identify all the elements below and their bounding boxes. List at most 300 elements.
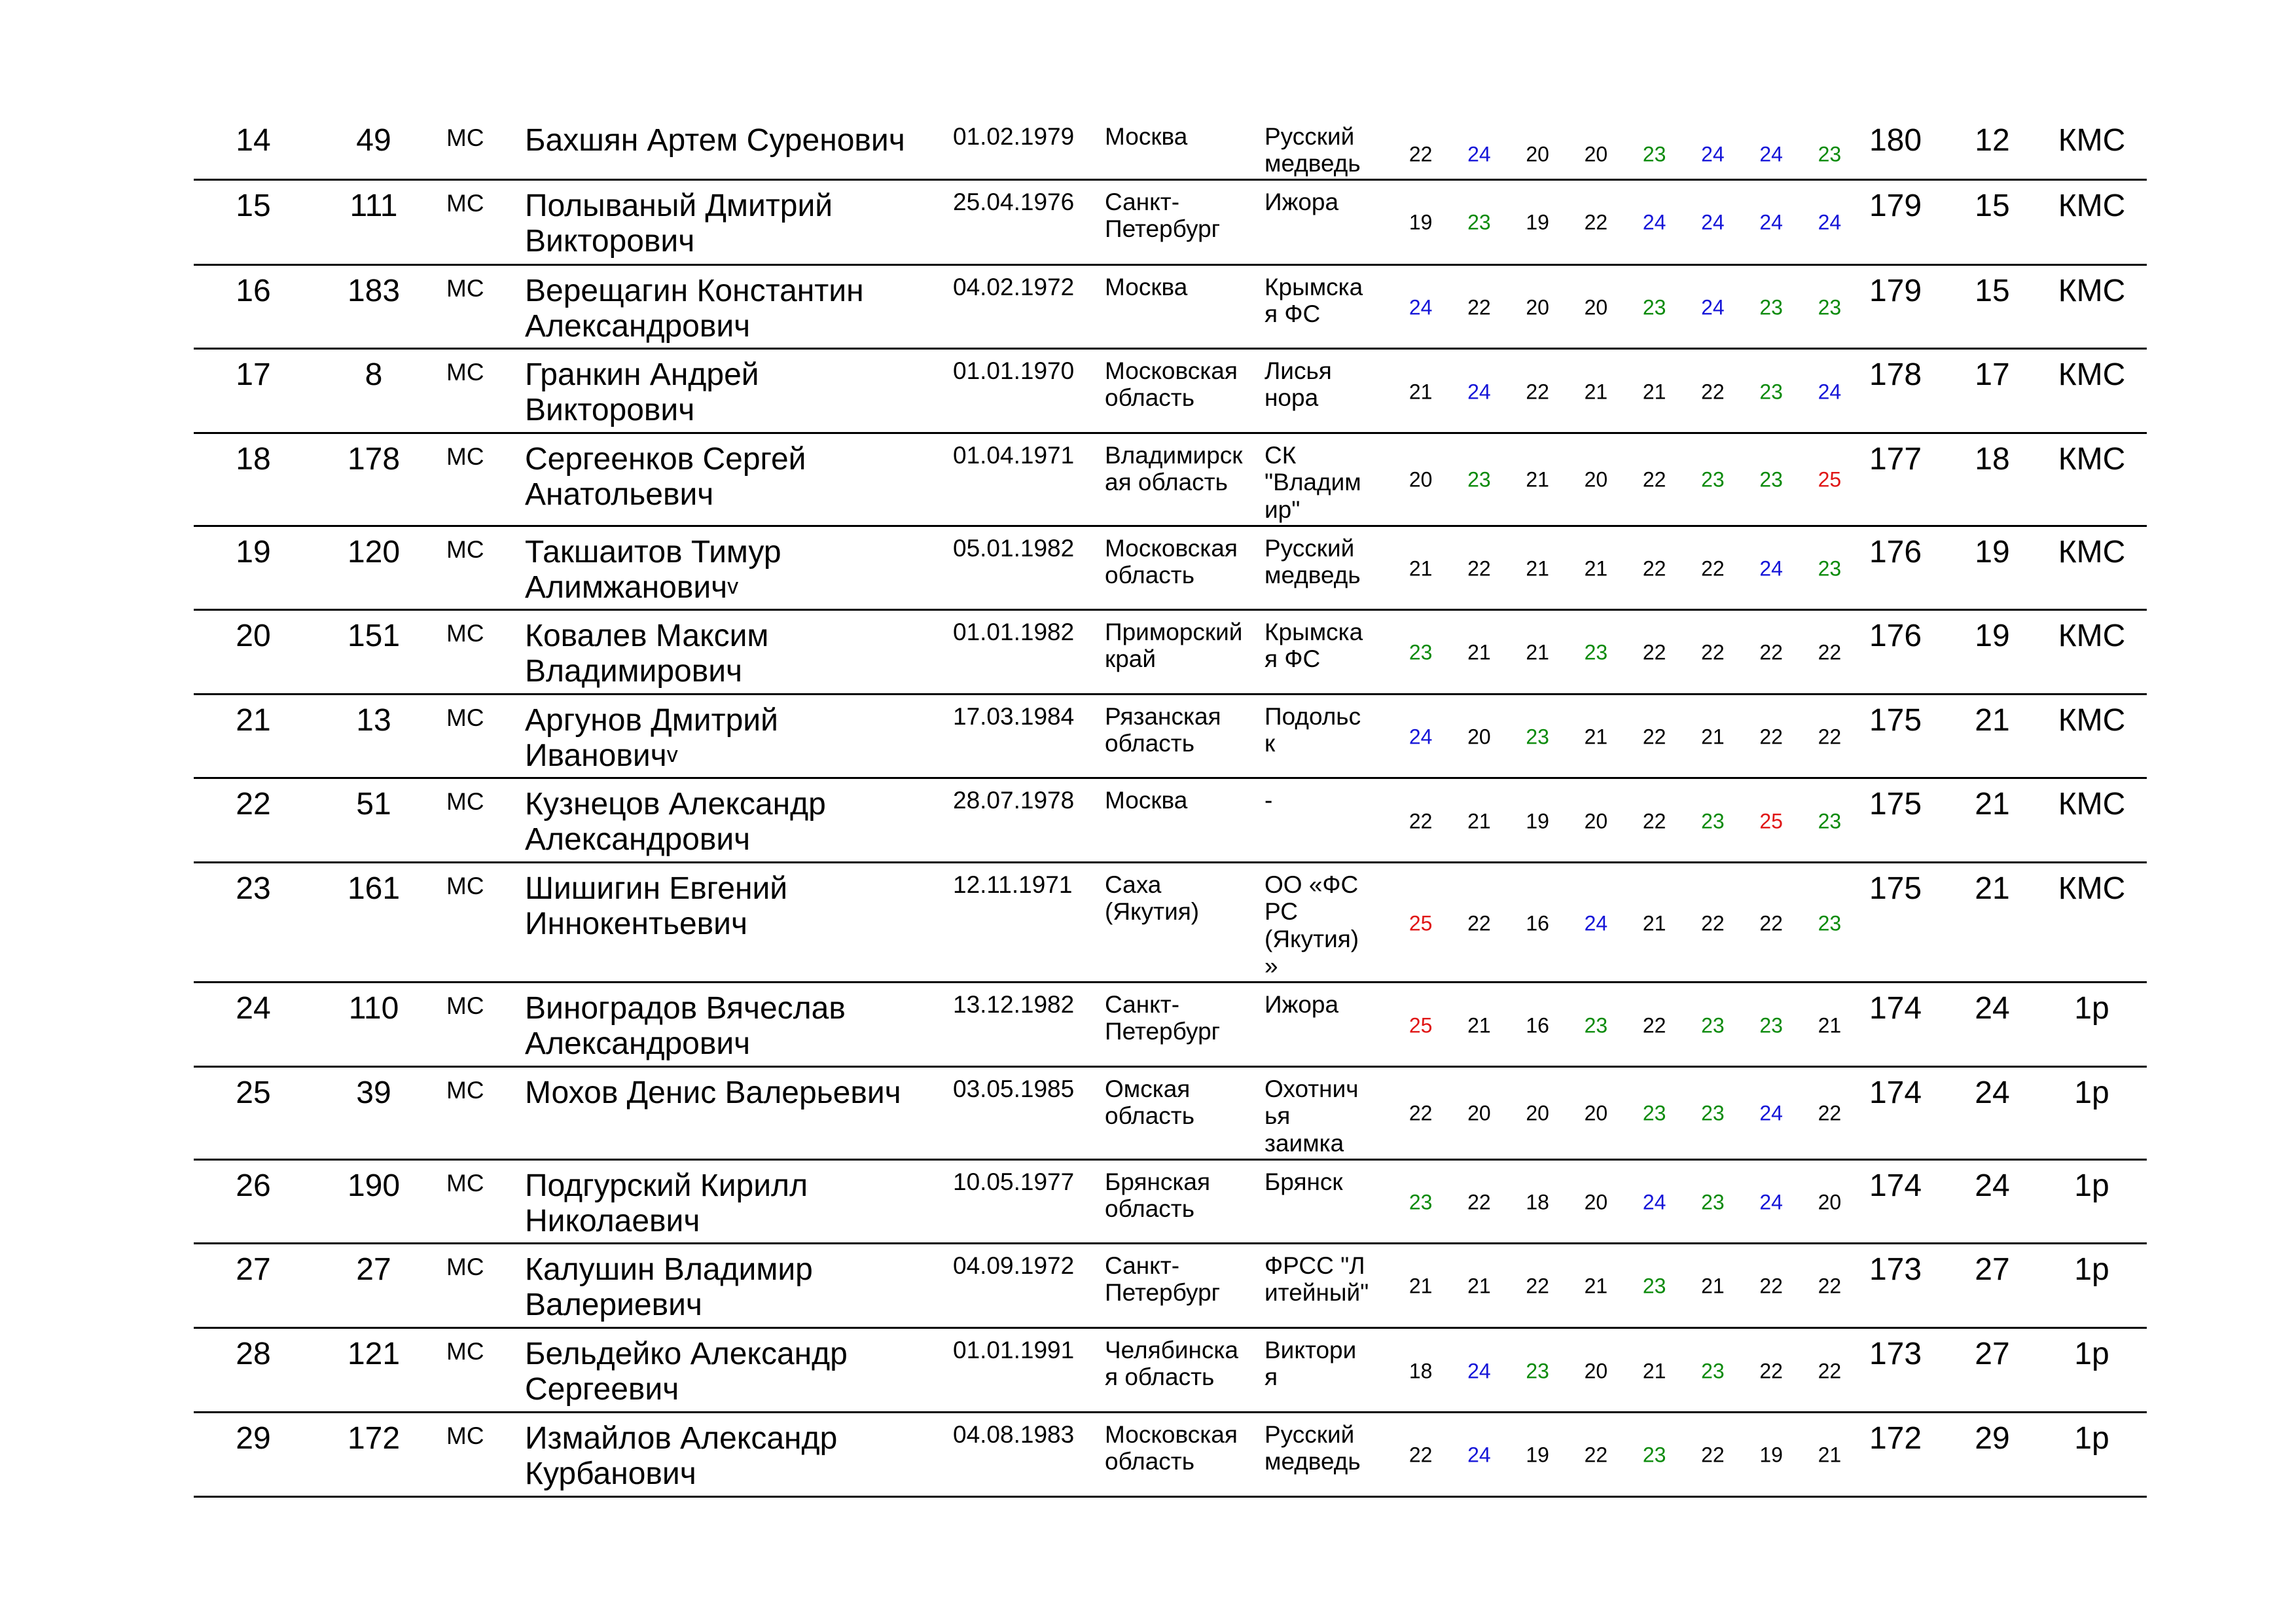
series-scores <box>1391 641 1859 665</box>
qualification: КМС <box>2058 871 2126 906</box>
series-score: 21 <box>1408 556 1433 581</box>
club <box>1265 1421 1369 1475</box>
athlete-name-line: Валериевич <box>525 1287 702 1322</box>
region-line: Петербург <box>1105 1279 1221 1307</box>
series-score: 22 <box>1759 1274 1783 1298</box>
series-score: 22 <box>1408 1443 1433 1467</box>
total-score: 173 <box>1869 1252 1922 1287</box>
region-line: область <box>1105 1195 1194 1223</box>
region <box>1105 1075 1255 1130</box>
birth-date: 17.03.1984 <box>953 703 1075 730</box>
birth-date: 01.01.1991 <box>953 1337 1075 1363</box>
athlete-name-line: Гранкин Андрей <box>525 357 759 392</box>
athlete-name <box>525 1337 970 1407</box>
table-row <box>194 350 2147 434</box>
series-score: 20 <box>1584 1101 1608 1125</box>
sport-title: МС <box>446 1254 484 1280</box>
bib-number: 161 <box>347 871 401 906</box>
place-rank: 19 <box>236 535 271 569</box>
athlete-name-line <box>525 738 970 774</box>
series-score: 16 <box>1526 911 1549 935</box>
club <box>1265 1075 1369 1157</box>
series-score: 21 <box>1584 380 1608 404</box>
club <box>1265 442 1369 523</box>
region-line: ая область <box>1105 469 1228 496</box>
region-line: Саха <box>1105 871 1162 898</box>
bib-number: 121 <box>347 1337 401 1371</box>
table-row <box>194 266 2147 350</box>
series-score: 22 <box>1642 1013 1666 1038</box>
series-score: 23 <box>1701 1359 1725 1383</box>
series-score: 23 <box>1584 1013 1608 1038</box>
series-scores <box>1391 1443 1859 1468</box>
series-score: 24 <box>1759 142 1783 166</box>
final-place: 17 <box>1975 357 2010 392</box>
qualification: КМС <box>2058 189 2126 223</box>
series-score: 23 <box>1642 1274 1666 1298</box>
series-score: 22 <box>1467 911 1491 935</box>
region <box>1105 703 1255 757</box>
athlete-name-line: Викторович <box>525 223 695 259</box>
series-score: 22 <box>1818 1101 1842 1125</box>
series-score: 19 <box>1526 809 1549 833</box>
athlete-name-line: Подгурский Кирилл <box>525 1168 808 1203</box>
athlete-name <box>525 991 970 1062</box>
region-line: область <box>1105 730 1194 757</box>
series-score: 16 <box>1526 1013 1549 1038</box>
series-score: 22 <box>1467 556 1491 581</box>
birth-date: 04.02.1972 <box>953 274 1075 300</box>
athlete-name-line <box>525 570 970 605</box>
series-score: 22 <box>1701 556 1725 581</box>
athlete-name-line: Курбанович <box>525 1456 696 1491</box>
club-line: я ФС <box>1265 645 1321 673</box>
athlete-name-line: Виноградов Вячеслав <box>525 991 846 1026</box>
series-score: 22 <box>1818 725 1842 749</box>
bib-number: 51 <box>356 787 391 821</box>
series-score: 21 <box>1701 1274 1725 1298</box>
series-score: 21 <box>1818 1013 1842 1038</box>
series-score: 22 <box>1642 640 1666 664</box>
series-score: 22 <box>1467 295 1491 319</box>
sport-title: МС <box>446 275 484 302</box>
series-scores <box>1391 380 1859 405</box>
athlete-name-line: Сергеевич <box>525 1371 679 1407</box>
bib-number: 110 <box>348 991 399 1026</box>
series-scores <box>1391 810 1859 834</box>
athlete-name-line: Бельдейко Александр <box>525 1337 848 1371</box>
club-line: медведь <box>1265 1448 1361 1475</box>
place-rank: 15 <box>236 189 271 223</box>
total-score: 172 <box>1869 1421 1922 1456</box>
final-place: 19 <box>1975 619 2010 653</box>
series-score: 24 <box>1642 210 1666 234</box>
series-score: 18 <box>1526 1190 1549 1214</box>
sport-title: МС <box>446 704 484 731</box>
series-scores <box>1391 211 1859 235</box>
birth-date: 01.01.1970 <box>953 357 1075 384</box>
final-place: 15 <box>1975 274 2010 308</box>
club-line: ОО «ФС <box>1265 871 1359 898</box>
club-line: "Владим <box>1265 469 1361 496</box>
series-score: 20 <box>1408 467 1433 492</box>
qualification: 1р <box>2074 1337 2109 1371</box>
series-scores <box>1391 1274 1859 1299</box>
birth-date: 12.11.1971 <box>953 871 1073 898</box>
series-score: 24 <box>1759 210 1783 234</box>
qualification: КМС <box>2058 357 2126 392</box>
table-row <box>194 611 2147 695</box>
qualification: 1р <box>2074 1075 2109 1110</box>
series-score: 21 <box>1467 809 1491 833</box>
series-score: 22 <box>1818 1359 1842 1383</box>
sport-title: МС <box>446 1170 484 1197</box>
series-score: 25 <box>1408 911 1433 935</box>
athlete-name-line: Александрович <box>525 821 751 857</box>
final-place: 19 <box>1975 535 2010 569</box>
series-score: 24 <box>1701 142 1725 166</box>
series-score: 20 <box>1584 809 1608 833</box>
qualification: 1р <box>2074 991 2109 1026</box>
final-place: 21 <box>1975 703 2010 738</box>
athlete-name-line: Верещагин Константин <box>525 274 864 308</box>
final-place: 27 <box>1975 1337 2010 1371</box>
series-score: 23 <box>1408 1190 1433 1214</box>
final-place: 27 <box>1975 1252 2010 1287</box>
athlete-name <box>525 1252 970 1323</box>
series-score: 21 <box>1701 725 1725 749</box>
birth-date: 03.05.1985 <box>953 1075 1075 1102</box>
series-score: 24 <box>1701 295 1725 319</box>
place-rank: 25 <box>236 1075 271 1110</box>
region <box>1105 991 1255 1045</box>
table-row <box>194 1068 2147 1161</box>
series-score: 20 <box>1584 295 1608 319</box>
qualification: КМС <box>2058 442 2126 477</box>
series-score: 22 <box>1642 467 1666 492</box>
series-score: 23 <box>1642 1443 1666 1467</box>
sport-title: МС <box>446 873 484 899</box>
series-score: 23 <box>1408 640 1433 664</box>
athlete-name <box>525 1421 970 1492</box>
bib-number: 183 <box>347 274 401 308</box>
bib-number: 111 <box>350 189 398 223</box>
series-score: 24 <box>1701 210 1725 234</box>
bib-number: 120 <box>347 535 401 569</box>
athlete-name <box>525 274 970 344</box>
region-line: Брянская <box>1105 1168 1211 1195</box>
region <box>1105 1168 1255 1223</box>
qualification: КМС <box>2058 535 2126 569</box>
series-score: 19 <box>1526 210 1549 234</box>
birth-date: 01.04.1971 <box>953 442 1075 469</box>
qualification: КМС <box>2058 274 2126 308</box>
series-score: 25 <box>1818 467 1842 492</box>
series-score: 22 <box>1408 1101 1433 1125</box>
series-score: 21 <box>1526 640 1549 664</box>
athlete-name-line: Иннокентьевич <box>525 906 747 941</box>
athlete-name-line: Такшаитов Тимур <box>525 535 781 569</box>
sport-title: МС <box>446 992 484 1019</box>
club-line: Крымска <box>1265 619 1363 645</box>
series-score: 24 <box>1467 380 1491 404</box>
region <box>1105 871 1255 926</box>
series-score: 25 <box>1759 809 1783 833</box>
series-score: 23 <box>1818 142 1842 166</box>
total-score: 174 <box>1869 991 1922 1026</box>
series-score: 20 <box>1526 142 1549 166</box>
total-score: 178 <box>1869 357 1922 392</box>
total-score: 174 <box>1869 1075 1922 1110</box>
club <box>1265 871 1369 980</box>
total-score: 179 <box>1869 274 1922 308</box>
final-place: 24 <box>1975 1168 2010 1203</box>
birth-date: 01.02.1979 <box>953 123 1075 150</box>
birth-date: 01.01.1982 <box>953 619 1075 645</box>
club-line: РС <box>1265 898 1298 926</box>
place-rank: 27 <box>236 1252 271 1287</box>
series-score: 24 <box>1467 142 1491 166</box>
final-place: 24 <box>1975 991 2010 1026</box>
club-line: нора <box>1265 384 1319 412</box>
athlete-name-line: Измайлов Александр <box>525 1421 838 1456</box>
series-scores <box>1391 468 1859 492</box>
region-line: Санкт- <box>1105 991 1180 1018</box>
athlete-name <box>525 442 970 513</box>
series-score: 20 <box>1584 1359 1608 1383</box>
bib-number: 190 <box>347 1168 401 1203</box>
club-line: (Якутия) <box>1265 925 1359 952</box>
athlete-name-line: Бахшян Артем Суренович <box>525 123 905 158</box>
region-line: Москва <box>1105 274 1188 300</box>
series-score: 21 <box>1467 1013 1491 1038</box>
check-mark: v <box>727 573 739 599</box>
table-row <box>194 434 2147 527</box>
region-line: край <box>1105 645 1157 673</box>
region-line: Рязанская <box>1105 703 1221 730</box>
series-score: 23 <box>1818 809 1842 833</box>
series-score: 24 <box>1759 556 1783 581</box>
region <box>1105 1421 1255 1475</box>
table-row <box>194 1329 2147 1413</box>
sport-title: МС <box>446 1077 484 1104</box>
qualification: 1р <box>2074 1168 2109 1203</box>
place-rank: 16 <box>236 274 271 308</box>
athlete-name <box>525 871 970 942</box>
series-score: 24 <box>1818 380 1842 404</box>
series-score: 21 <box>1467 1274 1491 1298</box>
series-score: 23 <box>1701 1013 1725 1038</box>
athlete-name <box>525 1168 970 1239</box>
sport-title: МС <box>446 359 484 386</box>
series-score: 20 <box>1584 1190 1608 1214</box>
region-line: Санкт- <box>1105 1252 1180 1279</box>
athlete-name <box>525 189 970 259</box>
athlete-name <box>525 535 970 605</box>
region-line: Московская <box>1105 535 1238 562</box>
series-score: 23 <box>1759 295 1783 319</box>
qualification: КМС <box>2058 619 2126 653</box>
club <box>1265 703 1369 757</box>
table-row <box>194 695 2147 779</box>
club <box>1265 535 1369 589</box>
region-line: я область <box>1105 1363 1215 1391</box>
place-rank: 17 <box>236 357 271 392</box>
place-rank: 14 <box>236 123 271 158</box>
series-score: 23 <box>1818 911 1842 935</box>
place-rank: 24 <box>236 991 271 1026</box>
club-line: Охотнич <box>1265 1075 1359 1102</box>
table-row <box>194 181 2147 266</box>
qualification: 1р <box>2074 1421 2109 1456</box>
region <box>1105 1337 1255 1391</box>
region-line: Петербург <box>1105 1018 1221 1045</box>
final-place: 29 <box>1975 1421 2010 1456</box>
club <box>1265 1252 1369 1307</box>
series-score: 21 <box>1642 911 1666 935</box>
series-score: 22 <box>1818 640 1842 664</box>
sport-title: МС <box>446 190 484 217</box>
club-line: к <box>1265 730 1276 757</box>
series-score: 21 <box>1526 556 1549 581</box>
series-score: 21 <box>1467 640 1491 664</box>
region-line: Приморский <box>1105 619 1243 645</box>
series-score: 20 <box>1467 725 1491 749</box>
table-row <box>194 1413 2147 1498</box>
bib-number: 13 <box>356 703 391 738</box>
athlete-name-line: Александрович <box>525 1026 751 1061</box>
athlete-name-line: Николаевич <box>525 1203 700 1238</box>
club <box>1265 787 1369 814</box>
sport-title: МС <box>446 536 484 563</box>
series-score: 23 <box>1642 295 1666 319</box>
series-score: 23 <box>1701 1190 1725 1214</box>
club-line: Брянск <box>1265 1168 1343 1195</box>
series-scores <box>1391 557 1859 581</box>
club-line: медведь <box>1265 562 1361 589</box>
table-row <box>194 1244 2147 1329</box>
table-row <box>194 983 2147 1068</box>
series-score: 22 <box>1467 1190 1491 1214</box>
final-place: 18 <box>1975 442 2010 477</box>
club-line: медведь <box>1265 150 1361 177</box>
club <box>1265 619 1369 673</box>
region <box>1105 535 1255 589</box>
birth-date: 04.08.1983 <box>953 1421 1075 1448</box>
club-line: итейный" <box>1265 1279 1369 1307</box>
series-score: 23 <box>1467 467 1491 492</box>
series-score: 22 <box>1759 911 1783 935</box>
table-row <box>194 779 2147 863</box>
total-score: 180 <box>1869 123 1922 158</box>
athlete-name-line: Ковалев Максим <box>525 619 769 653</box>
athlete-name-line: Викторович <box>525 392 695 427</box>
region <box>1105 619 1255 673</box>
athlete-name-line: Анатольевич <box>525 477 714 512</box>
series-score: 24 <box>1467 1443 1491 1467</box>
place-rank: 23 <box>236 871 271 906</box>
final-place: 24 <box>1975 1075 2010 1110</box>
athlete-name-text: Иванович <box>525 738 667 773</box>
series-score: 22 <box>1526 1274 1549 1298</box>
bib-number: 8 <box>365 357 383 392</box>
series-scores <box>1391 725 1859 749</box>
final-place: 21 <box>1975 871 2010 906</box>
sport-title: МС <box>446 443 484 470</box>
sport-title: МС <box>446 124 484 151</box>
club-line: СК <box>1265 442 1297 469</box>
series-score: 22 <box>1701 640 1725 664</box>
series-scores <box>1391 296 1859 320</box>
series-score: 23 <box>1759 467 1783 492</box>
series-score: 20 <box>1584 142 1608 166</box>
club-line: Ижора <box>1265 189 1339 215</box>
region-line: (Якутия) <box>1105 898 1200 926</box>
series-score: 20 <box>1526 1101 1549 1125</box>
series-score: 22 <box>1818 1274 1842 1298</box>
total-score: 175 <box>1869 787 1922 821</box>
total-score: 176 <box>1869 619 1922 653</box>
table-row <box>194 863 2147 983</box>
club-line: Русский <box>1265 1421 1355 1448</box>
series-score: 23 <box>1759 1013 1783 1038</box>
series-score: 24 <box>1642 1190 1666 1214</box>
athlete-name-line: Калушин Владимир <box>525 1252 813 1287</box>
series-score: 20 <box>1818 1190 1842 1214</box>
club-line: Русский <box>1265 123 1355 150</box>
club-line: Ижора <box>1265 991 1339 1018</box>
club <box>1265 123 1369 177</box>
region-line: Московская <box>1105 357 1238 384</box>
series-score: 21 <box>1408 1274 1433 1298</box>
region <box>1105 442 1255 496</box>
series-score: 21 <box>1584 556 1608 581</box>
total-score: 175 <box>1869 871 1922 906</box>
series-score: 20 <box>1526 295 1549 319</box>
athlete-name-line: Сергеенков Сергей <box>525 442 806 477</box>
club <box>1265 274 1369 328</box>
region <box>1105 123 1255 150</box>
club <box>1265 1168 1369 1195</box>
club-line: Русский <box>1265 535 1355 562</box>
table-row <box>194 1161 2147 1244</box>
total-score: 176 <box>1869 535 1922 569</box>
region-line: область <box>1105 1102 1194 1130</box>
series-score: 23 <box>1818 556 1842 581</box>
series-score: 23 <box>1642 142 1666 166</box>
series-score: 20 <box>1584 467 1608 492</box>
region-line: Челябинска <box>1105 1337 1239 1363</box>
athlete-name-line: Мохов Денис Валерьевич <box>525 1075 901 1110</box>
region-line: Владимирск <box>1105 442 1243 469</box>
place-rank: 29 <box>236 1421 271 1456</box>
region <box>1105 1252 1255 1307</box>
bib-number: 151 <box>347 619 401 653</box>
region <box>1105 357 1255 412</box>
total-score: 174 <box>1869 1168 1922 1203</box>
athlete-name-text: Алимжанович <box>525 569 728 605</box>
series-score: 22 <box>1759 640 1783 664</box>
series-score: 25 <box>1408 1013 1433 1038</box>
total-score: 179 <box>1869 189 1922 223</box>
series-score: 19 <box>1408 210 1433 234</box>
club-line: Крымска <box>1265 274 1363 300</box>
club-line: я ФС <box>1265 300 1321 328</box>
club-line: ФРСС "Л <box>1265 1252 1365 1279</box>
athlete-name <box>525 357 970 428</box>
qualification: КМС <box>2058 787 2126 821</box>
birth-date: 13.12.1982 <box>953 991 1075 1018</box>
